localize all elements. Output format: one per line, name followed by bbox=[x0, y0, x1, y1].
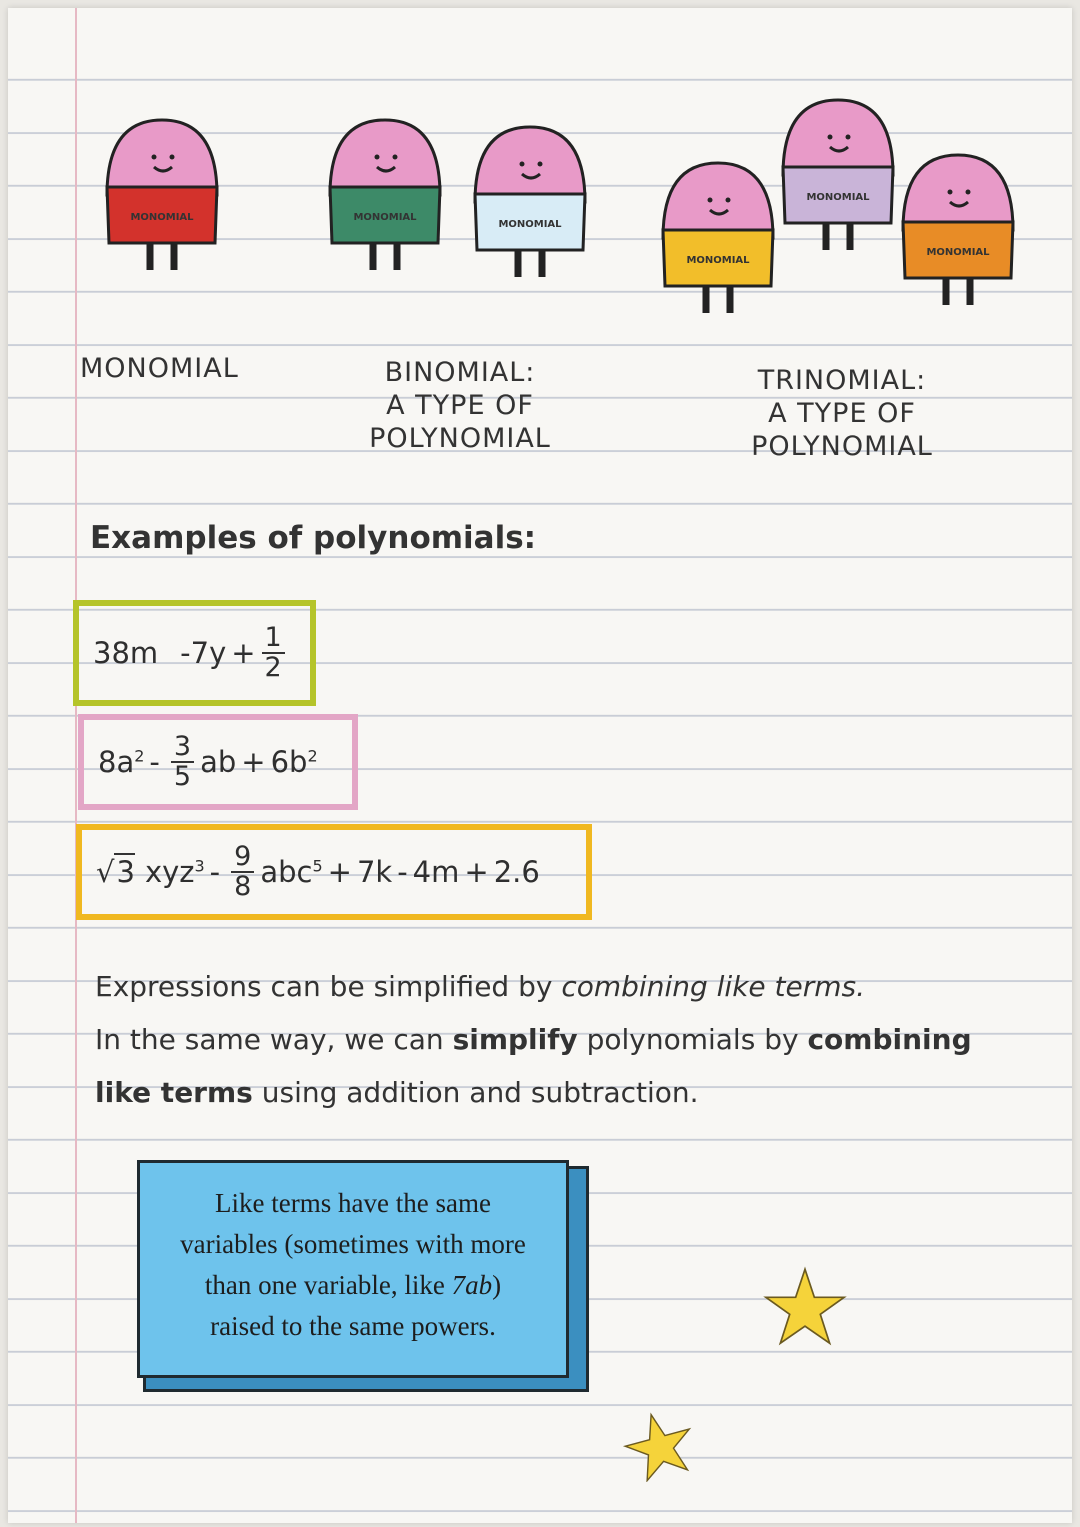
monomial-character bbox=[475, 127, 585, 277]
term-base: xyz bbox=[144, 855, 195, 889]
polynomial-characters-illustration bbox=[0, 0, 1080, 340]
term: 38m bbox=[93, 636, 159, 670]
bold-text: simplify bbox=[452, 1023, 578, 1056]
caption-binomial bbox=[340, 356, 580, 455]
numerator: 3 bbox=[171, 733, 194, 763]
text: than one variable, like bbox=[204, 1270, 452, 1300]
term: ab bbox=[200, 745, 237, 779]
operator: - bbox=[149, 745, 160, 779]
paragraph-line bbox=[95, 1013, 995, 1066]
caption-line: A TYPE OF bbox=[386, 390, 534, 421]
text: using addition and subtraction. bbox=[252, 1076, 699, 1109]
radicand: 3 bbox=[116, 855, 135, 889]
star-icon bbox=[760, 1265, 850, 1350]
examples-heading: Examples of polynomials: bbox=[90, 520, 537, 556]
caption-line: POLYNOMIAL bbox=[369, 423, 551, 454]
numerator: 1 bbox=[262, 624, 285, 654]
term bbox=[271, 745, 318, 779]
paragraph-line bbox=[95, 1066, 995, 1119]
caption-trinomial bbox=[722, 364, 962, 463]
emphasis: combining like terms. bbox=[561, 970, 866, 1003]
star-icon bbox=[622, 1410, 697, 1482]
term: 7k bbox=[356, 855, 393, 889]
caption-line: TRINOMIAL: bbox=[757, 365, 927, 396]
term bbox=[260, 855, 322, 889]
operator: - bbox=[209, 855, 221, 889]
shirt-label: MONOMIAL bbox=[353, 212, 417, 223]
operator: + bbox=[231, 636, 256, 670]
example-box-3 bbox=[76, 824, 592, 920]
caption-line: BINOMIAL: bbox=[384, 357, 536, 388]
example-box-2 bbox=[78, 714, 358, 810]
exponent: 2 bbox=[134, 746, 145, 766]
example-box-1 bbox=[73, 600, 316, 706]
exponent: 2 bbox=[307, 746, 318, 766]
term-base: 6b bbox=[270, 745, 308, 779]
monomial-character bbox=[783, 100, 893, 250]
denominator: 5 bbox=[173, 761, 192, 792]
caption-line: A TYPE OF bbox=[768, 398, 916, 429]
like-terms-callout bbox=[137, 1160, 569, 1378]
term: 2.6 bbox=[493, 855, 540, 889]
shirt-label: MONOMIAL bbox=[806, 192, 870, 203]
operator: + bbox=[241, 745, 266, 779]
monomial-character bbox=[663, 163, 773, 313]
operator: + bbox=[327, 855, 352, 889]
fraction bbox=[171, 733, 194, 791]
emphasis: 7ab bbox=[451, 1270, 493, 1300]
shirt-label: MONOMIAL bbox=[926, 247, 990, 258]
explanation-paragraph bbox=[95, 960, 995, 1119]
shirt-label: MONOMIAL bbox=[130, 212, 194, 223]
text: Expressions can be simplified by bbox=[95, 970, 562, 1003]
caption-line: POLYNOMIAL bbox=[751, 431, 933, 462]
monomial-character bbox=[107, 120, 217, 270]
operator: + bbox=[464, 855, 489, 889]
monomial-character bbox=[903, 155, 1013, 305]
denominator: 2 bbox=[264, 652, 282, 683]
paragraph-line bbox=[95, 960, 995, 1013]
denominator: 8 bbox=[234, 871, 252, 902]
shirt-label: MONOMIAL bbox=[498, 219, 562, 230]
bold-text: like terms bbox=[95, 1076, 253, 1109]
caption-monomial: MONOMIAL bbox=[80, 353, 239, 384]
term: 4m bbox=[412, 855, 460, 889]
term-base: abc bbox=[260, 855, 313, 889]
operator: - bbox=[397, 855, 408, 889]
callout-line: raised to the same powers. bbox=[210, 1311, 496, 1341]
term bbox=[145, 855, 205, 889]
callout-line: Like terms have the same bbox=[215, 1188, 491, 1218]
callout-line: variables (sometimes with more bbox=[180, 1229, 526, 1259]
exponent: 5 bbox=[312, 856, 323, 876]
term-base: 8a bbox=[98, 745, 135, 779]
numerator: 9 bbox=[231, 843, 254, 873]
bold-text: combining bbox=[807, 1023, 972, 1056]
fraction bbox=[262, 624, 285, 682]
text: polynomials by bbox=[577, 1023, 808, 1056]
text: ) bbox=[492, 1270, 502, 1300]
monomial-character bbox=[330, 120, 440, 270]
term bbox=[98, 745, 144, 779]
shirt-label: MONOMIAL bbox=[686, 255, 750, 266]
callout-line bbox=[140, 1265, 566, 1306]
term: -7y bbox=[180, 636, 227, 670]
square-root: √3 bbox=[96, 855, 135, 889]
exponent: 3 bbox=[194, 856, 205, 876]
fraction bbox=[231, 843, 254, 901]
text: In the same way, we can bbox=[95, 1023, 453, 1056]
